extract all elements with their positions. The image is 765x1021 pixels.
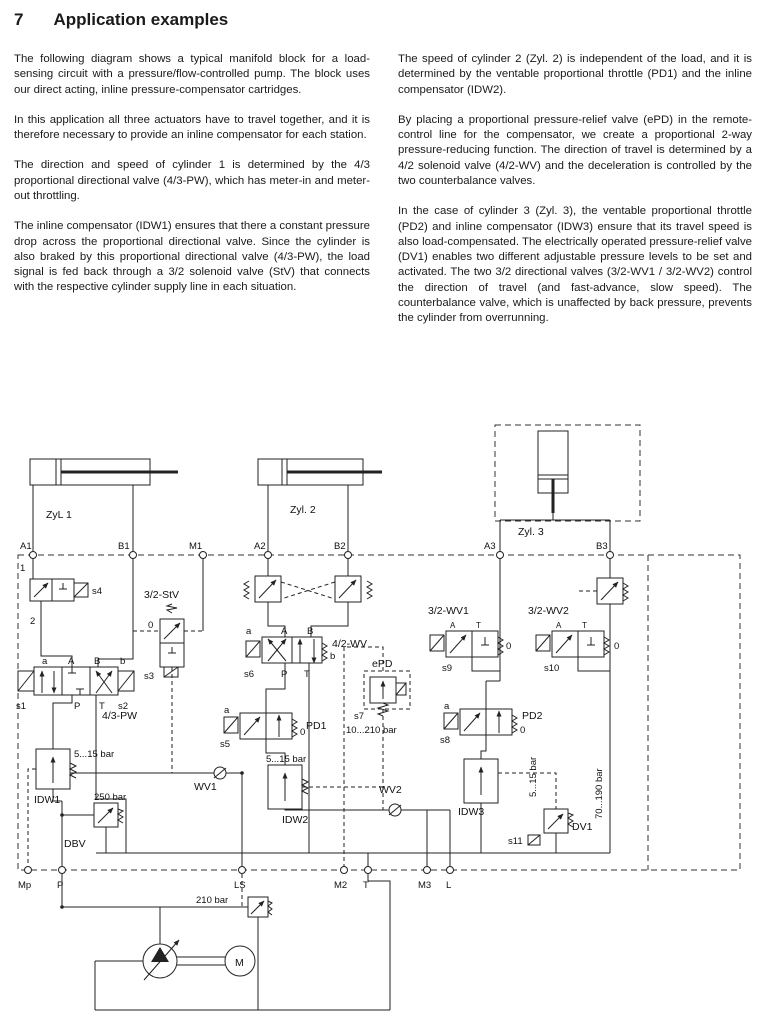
port-label-l: L (446, 880, 452, 891)
pressure-label-idw2: 5...15 bar (266, 754, 307, 765)
cylinder-3-label: Zyl. 3 (518, 526, 544, 538)
valve-caption-wv1: WV1 (194, 781, 217, 793)
valve-caption-wv2: WV2 (379, 784, 402, 796)
port-label-a-small: a (246, 626, 252, 637)
port-label-b-small: b (120, 656, 126, 667)
port-label-mp: Mp (18, 880, 32, 891)
solenoid-label-s6: s6 (244, 669, 255, 680)
valve-caption-dbv: DBV (64, 838, 86, 850)
right-column (398, 52, 752, 342)
valve-idw2 (266, 754, 308, 826)
paragraph: The following diagram shows a typical manifold block for a load-sensing circuit with a pressure/flow-controlled pump. The block uses our direct acting, inline pressure-compensator cartridges. (14, 53, 370, 96)
solenoid-label-s5: s5 (220, 739, 231, 750)
port-label-T: T (476, 621, 481, 630)
port-label-T: T (304, 669, 310, 680)
port-label-a-small: a (224, 705, 230, 716)
port-label-A: A (68, 656, 75, 667)
valve-stv (144, 589, 184, 682)
valve-caption-43pw: 4/3-PW (102, 710, 138, 722)
paragraph: In this application all three actuators have to travel together, and it is therefore necessary to provide an inline compensator for each station. (14, 113, 370, 142)
section-heading (14, 10, 228, 30)
port-label-B: B (307, 626, 314, 637)
valve-pd1 (220, 705, 327, 750)
hydraulic-schematic (0, 421, 765, 1021)
system-relief-valve (196, 895, 272, 917)
line-number-1: 1 (20, 563, 26, 574)
pressure-label-system: 210 bar (196, 895, 229, 906)
port-label-a1: A1 (20, 541, 32, 552)
port-label-p: P (57, 880, 64, 891)
port-label-b-small: b (330, 651, 336, 662)
paragraph: The direction and speed of cylinder 1 is determined by the 4/3 proportional directional valve (4/3-PW), which has meter-in and meter-out throttling. (14, 159, 370, 202)
valve-caption-pd1: PD1 (306, 720, 327, 732)
port-label-T: T (582, 621, 587, 630)
pressure-label-epd-range: 10...210 bar (346, 725, 397, 736)
paragraph: The speed of cylinder 2 (Zyl. 2) is independent of the load, and it is determined by the ventable proportional throttle (PD1) and the inline compensator (IDW2). (398, 53, 752, 96)
valve-dbv (64, 792, 126, 850)
valve-caption-32wv1: 3/2-WV1 (428, 605, 469, 617)
cylinder-3 (500, 431, 610, 555)
port-label-A: A (281, 626, 288, 637)
solenoid-label-s1: s1 (16, 701, 27, 712)
left-column (14, 52, 370, 311)
port-label-A: A (450, 621, 456, 630)
position-label-0: 0 (300, 727, 306, 738)
schematic-svg (0, 421, 765, 1021)
page-title: Application examples (53, 10, 229, 29)
position-label-0: 0 (520, 725, 526, 736)
valve-caption-32wv2: 3/2-WV2 (528, 605, 569, 617)
motor-label: M (235, 957, 244, 969)
valve-s4 (20, 563, 102, 627)
port-label-a3: A3 (484, 541, 496, 552)
pressure-label-dv1-range: 70...190 bar (594, 768, 605, 819)
valve-caption-idw1: IDW1 (34, 794, 61, 806)
paragraph: In the case of cylinder 3 (Zyl. 3), the ventable proportional throttle (PD2) and inline compensator (IDW3) ensure that its travel speed is also load-compensated. The electrically operated pressure-relief valve (DV1) enables two different adjustable pressure levels to be set and activated. The two 3/2 directional valves (3/2-WV1 / 3/2-WV2) control the direction of travel (and fast-advance, slow speed). The counterbalance valve, which is unaffected by back pressure, prevents the cylinder from overrunning. (398, 205, 752, 325)
port-label-a2: A2 (254, 541, 266, 552)
valve-caption-epd: ePD (372, 658, 393, 670)
solenoid-label-s8: s8 (440, 735, 451, 746)
valve-43pw (16, 656, 137, 722)
check-valve-wv1 (194, 767, 226, 793)
port-label-b3: B3 (596, 541, 608, 552)
check-valve-wv2 (379, 784, 402, 816)
valve-epd (346, 658, 410, 736)
valve-caption-stv: 3/2-StV (144, 589, 180, 601)
line-number-2: 2 (30, 616, 36, 627)
solenoid-label-s4: s4 (92, 586, 103, 597)
solenoid-label-s10: s10 (544, 663, 560, 674)
valve-caption-pd2: PD2 (522, 710, 543, 722)
counterbalance-valves-cyl2 (244, 576, 372, 602)
cylinder-2 (258, 459, 382, 555)
port-label-B: B (94, 656, 101, 667)
port-label-P: P (281, 669, 288, 680)
pressure-label-idw3: 5...15 bar (528, 756, 539, 797)
valve-idw3 (458, 757, 539, 818)
port-label-b1: B1 (118, 541, 130, 552)
port-label-m1: M1 (189, 541, 203, 552)
hydraulic-lines (33, 558, 610, 1010)
valve-caption-idw3: IDW3 (458, 806, 485, 818)
valve-caption-dv1: DV1 (572, 821, 593, 833)
top-ports (20, 541, 614, 559)
port-label-a-small: a (42, 656, 48, 667)
solenoid-label-s11: s11 (508, 836, 523, 847)
paragraph: The inline compensator (IDW1) ensures that there a constant pressure drop across the proportional directional valve. Since the cylinder is also braked by this proportional directional valve (4/3-PW), the load signal is fed back through a 3/2 solenoid valve (StV) that connects with the respective cylinder supply line in each situation. (14, 220, 370, 294)
valve-32wv1 (428, 605, 511, 674)
solenoid-label-s7: s7 (354, 711, 365, 722)
paragraph: By placing a proportional pressure-relief valve (ePD) in the remote-control line for the compensator, we create a proportional 2-way pressure-reducing function. The direction of travel is determined by a 4/2 solenoid valve (4/2-WV) and the deceleration is controlled by the two counterbalance valves. (398, 113, 752, 187)
position-label-0: 0 (506, 641, 512, 652)
port-label-a-small: a (444, 701, 450, 712)
port-label-b2: B2 (334, 541, 346, 552)
port-label-P: P (74, 701, 81, 712)
position-label-0: 0 (614, 641, 620, 652)
valve-caption-idw2: IDW2 (282, 814, 309, 826)
pump-symbol (143, 940, 179, 980)
solenoid-label-s9: s9 (442, 663, 453, 674)
port-label-m2: M2 (334, 880, 348, 891)
pressure-label-idw1: 5...15 bar (74, 749, 115, 760)
counterbalance-valve-cyl3 (597, 578, 628, 604)
solenoid-label-s2: s2 (118, 701, 129, 712)
port-label-A: A (556, 621, 562, 630)
position-label-0: 0 (148, 620, 154, 631)
port-label-m3: M3 (418, 880, 432, 891)
valve-42wv (244, 626, 367, 680)
pressure-label-dbv: 250 bar (94, 792, 127, 803)
valve-pd2 (440, 701, 543, 746)
cylinder-1 (30, 459, 178, 555)
cylinder-1-label: ZyL 1 (46, 509, 72, 521)
motor-symbol (225, 946, 255, 976)
port-label-t: T (363, 880, 369, 891)
port-label-T: T (99, 701, 105, 712)
valve-caption-42wv: 4/2-WV (332, 638, 368, 650)
valve-32wv2 (528, 605, 619, 674)
solenoid-label-s3: s3 (144, 671, 155, 682)
section-number: 7 (14, 10, 24, 29)
port-label-ls: LS (234, 880, 246, 891)
cylinder-2-label: Zyl. 2 (290, 504, 316, 516)
